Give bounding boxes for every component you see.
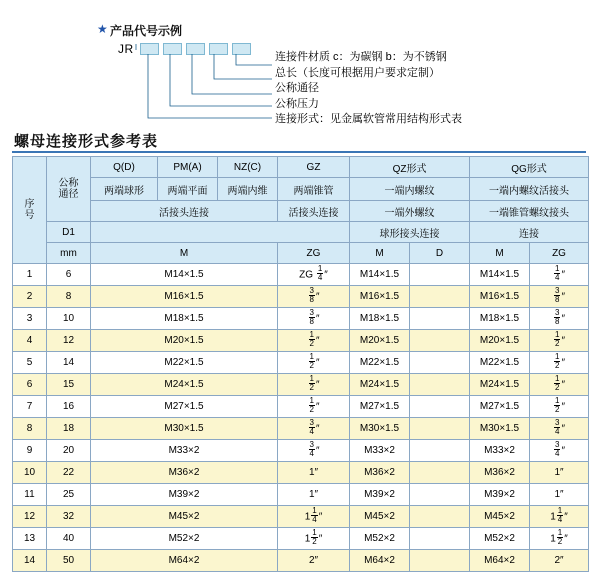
col-header-qd: Q(D)	[91, 157, 158, 178]
cell-m-left: M20×1.5	[91, 330, 278, 352]
cell-nominal-diameter: 16	[47, 396, 91, 418]
cell-m-left: M18×1.5	[91, 308, 278, 330]
table-row	[13, 418, 589, 440]
cell-qg-zg: $\frac{3}{4}$ ″	[530, 418, 589, 440]
unit-m-qz: M	[350, 243, 410, 264]
cell-qg-m: M16×1.5	[470, 286, 530, 308]
cell-qz-m: M30×1.5	[350, 418, 410, 440]
cell-seq: 2	[13, 286, 47, 308]
cell-qg-m: M30×1.5	[470, 418, 530, 440]
cell-m-left: M52×2	[91, 528, 278, 550]
cell-zg-gz: $\frac{3}{4}$ ″	[278, 418, 350, 440]
legend-item-connection-type: 连接形式：见金属软管常用结构形式表	[275, 113, 462, 125]
cell-qz-m: M18×1.5	[350, 308, 410, 330]
cell-qg-zg: $\frac{3}{8}$ ″	[530, 286, 589, 308]
subheader-qz-external: 一端外螺纹	[350, 201, 470, 222]
nut-connection-table	[12, 156, 589, 572]
cell-seq: 13	[13, 528, 47, 550]
star-icon: ★	[97, 22, 108, 36]
cell-zg-gz: $\frac{3}{8}$ ″	[278, 308, 350, 330]
cell-zg-gz: ZG $\frac{1}{4}$ ″	[278, 264, 350, 286]
cell-qg-zg: $\frac{1}{2}$ ″	[530, 374, 589, 396]
subheader-qg: 一端内螺纹活接头	[470, 178, 589, 201]
cell-zg-gz: $\frac{3}{8}$ ″	[278, 286, 350, 308]
cell-m-left: M22×1.5	[91, 352, 278, 374]
unit-zg-gz: ZG	[278, 243, 350, 264]
cell-qg-m: M45×2	[470, 506, 530, 528]
cell-zg-gz: 1 $\frac{1}{4}$ ″	[278, 506, 350, 528]
header-row-4	[13, 222, 589, 243]
col-header-nominal-diameter: 公称 通径	[47, 157, 91, 222]
cell-qz-d	[410, 418, 470, 440]
legend-item-list	[275, 50, 462, 128]
cell-m-left: M24×1.5	[91, 374, 278, 396]
cell-seq: 12	[13, 506, 47, 528]
cell-seq: 4	[13, 330, 47, 352]
cell-qz-d	[410, 286, 470, 308]
cell-m-left: M64×2	[91, 550, 278, 572]
cell-zg-gz: $\frac{1}{2}$ ″	[278, 352, 350, 374]
cell-nominal-diameter: 40	[47, 528, 91, 550]
cell-qz-d	[410, 506, 470, 528]
cell-qz-m: M20×1.5	[350, 330, 410, 352]
table-row	[13, 528, 589, 550]
cell-qz-m: M45×2	[350, 506, 410, 528]
product-code-legend	[0, 0, 600, 135]
nut-connection-table-wrap	[12, 156, 588, 572]
table-row	[13, 484, 589, 506]
subheader-blank-left	[91, 222, 350, 243]
cell-nominal-diameter: 50	[47, 550, 91, 572]
cell-qz-d	[410, 374, 470, 396]
subheader-pma: 两端平面	[158, 178, 218, 201]
cell-m-left: M16×1.5	[91, 286, 278, 308]
unit-mm: mm	[47, 243, 91, 264]
cell-nominal-diameter: 6	[47, 264, 91, 286]
cell-nominal-diameter: 32	[47, 506, 91, 528]
cell-qg-m: M27×1.5	[470, 396, 530, 418]
cell-seq: 10	[13, 462, 47, 484]
col-header-qg: QG形式	[470, 157, 589, 178]
cell-qz-d	[410, 308, 470, 330]
cell-qg-zg: 1 $\frac{1}{2}$ ″	[530, 528, 589, 550]
cell-seq: 3	[13, 308, 47, 330]
cell-qz-m: M36×2	[350, 462, 410, 484]
cell-qg-zg: $\frac{1}{2}$ ″	[530, 330, 589, 352]
cell-zg-gz: 1″	[278, 462, 350, 484]
cell-m-left: M39×2	[91, 484, 278, 506]
cell-qg-zg: $\frac{1}{2}$ ″	[530, 352, 589, 374]
cell-qz-m: M16×1.5	[350, 286, 410, 308]
cell-qz-m: M39×2	[350, 484, 410, 506]
cell-nominal-diameter: 25	[47, 484, 91, 506]
table-row	[13, 506, 589, 528]
cell-qz-d	[410, 550, 470, 572]
cell-m-left: M30×1.5	[91, 418, 278, 440]
cell-seq: 14	[13, 550, 47, 572]
table-row	[13, 374, 589, 396]
cell-zg-gz: $\frac{3}{4}$ ″	[278, 440, 350, 462]
cell-qz-m: M33×2	[350, 440, 410, 462]
cell-zg-gz: $\frac{1}{2}$ ″	[278, 330, 350, 352]
cell-seq: 6	[13, 374, 47, 396]
cell-zg-gz: $\frac{1}{2}$ ″	[278, 396, 350, 418]
cell-qz-m: M14×1.5	[350, 264, 410, 286]
table-row	[13, 330, 589, 352]
cell-nominal-diameter: 18	[47, 418, 91, 440]
subheader-union-left: 活接头连接	[91, 201, 278, 222]
cell-qz-m: M27×1.5	[350, 396, 410, 418]
table-header	[13, 157, 589, 264]
cell-qz-d	[410, 528, 470, 550]
cell-nominal-diameter: 12	[47, 330, 91, 352]
cell-zg-gz: 1″	[278, 484, 350, 506]
cell-qz-m: M52×2	[350, 528, 410, 550]
cell-nominal-diameter: 8	[47, 286, 91, 308]
cell-qg-zg: $\frac{3}{4}$ ″	[530, 440, 589, 462]
subheader-union-gz: 活接头连接	[278, 201, 350, 222]
cell-m-left: M33×2	[91, 440, 278, 462]
unit-m-left: M	[91, 243, 278, 264]
cell-m-left: M45×2	[91, 506, 278, 528]
cell-qz-d	[410, 440, 470, 462]
cell-seq: 1	[13, 264, 47, 286]
cell-m-left: M27×1.5	[91, 396, 278, 418]
cell-qz-d	[410, 462, 470, 484]
cell-qg-m: M36×2	[470, 462, 530, 484]
title-divider	[12, 151, 586, 153]
cell-qg-zg: 1″	[530, 462, 589, 484]
legend-item-nominal-pressure: 公称压力	[275, 97, 319, 110]
cell-qg-m: M52×2	[470, 528, 530, 550]
subheader-qz: 一端内螺纹	[350, 178, 470, 201]
table-row	[13, 286, 589, 308]
cell-m-left: M14×1.5	[91, 264, 278, 286]
cell-nominal-diameter: 15	[47, 374, 91, 396]
unit-d-qz: D	[410, 243, 470, 264]
table-row	[13, 550, 589, 572]
cell-qz-m: M22×1.5	[350, 352, 410, 374]
subheader-qg-connect: 连接	[470, 222, 589, 243]
cell-seq: 7	[13, 396, 47, 418]
cell-qg-zg: $\frac{3}{8}$ ″	[530, 308, 589, 330]
cell-seq: 11	[13, 484, 47, 506]
col-header-nzc: NZ(C)	[218, 157, 278, 178]
unit-m-qg: M	[470, 243, 530, 264]
table-row	[13, 352, 589, 374]
cell-qz-m: M64×2	[350, 550, 410, 572]
cell-qg-m: M64×2	[470, 550, 530, 572]
cell-qg-m: M22×1.5	[470, 352, 530, 374]
col-header-gz: GZ	[278, 157, 350, 178]
col-header-qz: QZ形式	[350, 157, 470, 178]
col-header-seq: 序 号	[13, 157, 47, 264]
cell-zg-gz: $\frac{1}{2}$ ″	[278, 374, 350, 396]
cell-qg-zg: 1″	[530, 484, 589, 506]
legend-item-length: 总长（长度可根据用户要求定制）	[275, 66, 440, 79]
cell-nominal-diameter: 10	[47, 308, 91, 330]
header-row-5	[13, 243, 589, 264]
legend-item-nominal-diameter: 公称通径	[275, 82, 319, 94]
legend-title: 产品代号示例	[110, 24, 183, 38]
cell-m-left: M36×2	[91, 462, 278, 484]
table-row	[13, 264, 589, 286]
header-row-3	[13, 201, 589, 222]
cell-qg-m: M20×1.5	[470, 330, 530, 352]
cell-nominal-diameter: 22	[47, 462, 91, 484]
table-row	[13, 396, 589, 418]
table-row	[13, 440, 589, 462]
cell-seq: 8	[13, 418, 47, 440]
cell-seq: 9	[13, 440, 47, 462]
table-row	[13, 308, 589, 330]
subheader-nzc: 两端内维	[218, 178, 278, 201]
col-header-pma: PM(A)	[158, 157, 218, 178]
cell-nominal-diameter: 20	[47, 440, 91, 462]
cell-seq: 5	[13, 352, 47, 374]
cell-qg-m: M33×2	[470, 440, 530, 462]
subheader-d1: D1	[47, 222, 91, 243]
cell-qg-zg: 1 $\frac{1}{4}$ ″	[530, 506, 589, 528]
cell-qg-zg: 2″	[530, 550, 589, 572]
subheader-qd: 两端球形	[91, 178, 158, 201]
cell-qg-m: M24×1.5	[470, 374, 530, 396]
cell-qg-zg: $\frac{1}{4}$ ″	[530, 264, 589, 286]
cell-zg-gz: 2″	[278, 550, 350, 572]
cell-zg-gz: 1 $\frac{1}{2}$ ″	[278, 528, 350, 550]
cell-qz-d	[410, 330, 470, 352]
table-body	[13, 264, 589, 572]
cell-qz-d	[410, 484, 470, 506]
subheader-gz: 两端锥管	[278, 178, 350, 201]
cell-qz-d	[410, 264, 470, 286]
product-code-prefix: JR	[118, 42, 134, 56]
table-row	[13, 462, 589, 484]
header-row-1	[13, 157, 589, 178]
cell-qg-m: M14×1.5	[470, 264, 530, 286]
cell-qg-m: M39×2	[470, 484, 530, 506]
legend-item-material: 连接件材质 c：为碳钢 b：为不锈钢	[275, 51, 447, 63]
cell-qz-m: M24×1.5	[350, 374, 410, 396]
cell-nominal-diameter: 14	[47, 352, 91, 374]
cell-qg-zg: $\frac{1}{2}$ ″	[530, 396, 589, 418]
cell-qz-d	[410, 352, 470, 374]
page-title: 螺母连接形式参考表	[14, 133, 159, 150]
subheader-qz-ball: 球形接头连接	[350, 222, 470, 243]
cell-qz-d	[410, 396, 470, 418]
unit-zg-qg: ZG	[530, 243, 589, 264]
subheader-qg-taper: 一端锥管螺纹接头	[470, 201, 589, 222]
header-row-2	[13, 178, 589, 201]
cell-qg-m: M18×1.5	[470, 308, 530, 330]
